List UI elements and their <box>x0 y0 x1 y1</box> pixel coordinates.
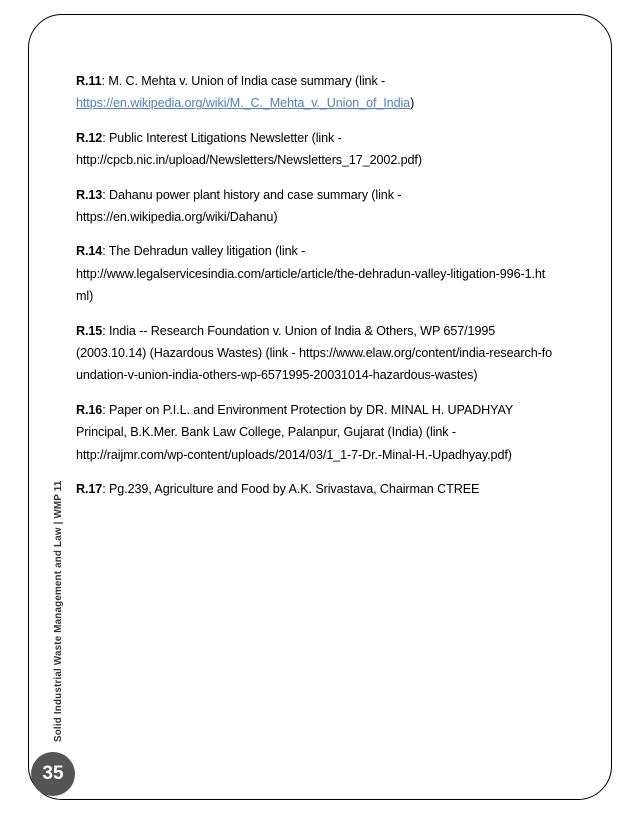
reference-text: : M. C. Mehta v. Union of India case summary (link - <box>101 74 386 88</box>
reference-r13 <box>76 184 554 229</box>
reference-tail: ) <box>273 210 278 225</box>
reference-text: : Public Interest Litigations Newsletter (link - <box>102 130 342 145</box>
reference-text: : Pg.239, Agriculture and Food by A.K. Srivastava, Chairman CTREE <box>102 482 480 497</box>
reference-id: R.12 <box>76 130 103 145</box>
reference-id: R.16 <box>76 402 103 417</box>
reference-r16 <box>76 399 554 466</box>
reference-tail: ) <box>473 368 478 383</box>
reference-id: R.11 <box>76 74 102 88</box>
reference-text: : Dahanu power plant history and case summary (link - <box>102 187 402 202</box>
reference-tail: ) <box>417 153 422 168</box>
reference-link[interactable]: https://en.wikipedia.org/wiki/M._C._Mehta_v._Union_of_India <box>76 96 411 111</box>
reference-link[interactable]: http://www.legalservicesindia.com/article/article/the-dehradun-valley-litigation-996-1.html <box>76 266 546 304</box>
reference-link[interactable]: http://raijmr.com/wp-content/uploads/2014/03/1_1-7-Dr.-Minal-H.-Upadhyay.pdf <box>76 447 508 462</box>
page-number-badge: 35 <box>31 752 75 796</box>
reference-r12 <box>76 127 554 172</box>
reference-r17 <box>76 478 554 500</box>
reference-link[interactable]: https://en.wikipedia.org/wiki/Dahanu <box>76 210 274 225</box>
reference-tail: ) <box>89 289 94 304</box>
reference-r11 <box>76 70 554 115</box>
reference-tail: ) <box>507 447 512 462</box>
reference-link[interactable]: https://www.elaw.org/content/india-research-foundation-v-union-india-others-wp-6571995-20031014-hazardous-wastes <box>76 346 553 383</box>
reference-text: : The Dehradun valley litigation (link - <box>102 244 306 259</box>
reference-id: R.13 <box>76 187 103 202</box>
reference-text: : India -- Research Foundation v. Union of India & Others, WP 657/1995 (2003.10.14) (Hazardous Wastes) (link - <box>76 323 496 361</box>
reference-id: R.17 <box>76 482 103 497</box>
reference-r14 <box>76 240 554 307</box>
reference-id: R.15 <box>76 323 103 338</box>
reference-link[interactable]: http://cpcb.nic.in/upload/Newsletters/Newsletters_17_2002.pdf <box>76 153 418 168</box>
reference-text: : Paper on P.I.L. and Environment Protection by DR. MINAL H. UPADHYAY Principal, B.K.Mer. Bank Law College, Palanpur, Gujarat (India) (link - <box>76 402 513 440</box>
side-running-title: Solid Industrial Waste Management and Law | WMP 11 <box>53 480 64 742</box>
reference-id: R.14 <box>76 244 103 259</box>
reference-tail: ) <box>410 96 415 111</box>
reference-r15 <box>76 320 554 387</box>
reference-list <box>76 70 554 513</box>
